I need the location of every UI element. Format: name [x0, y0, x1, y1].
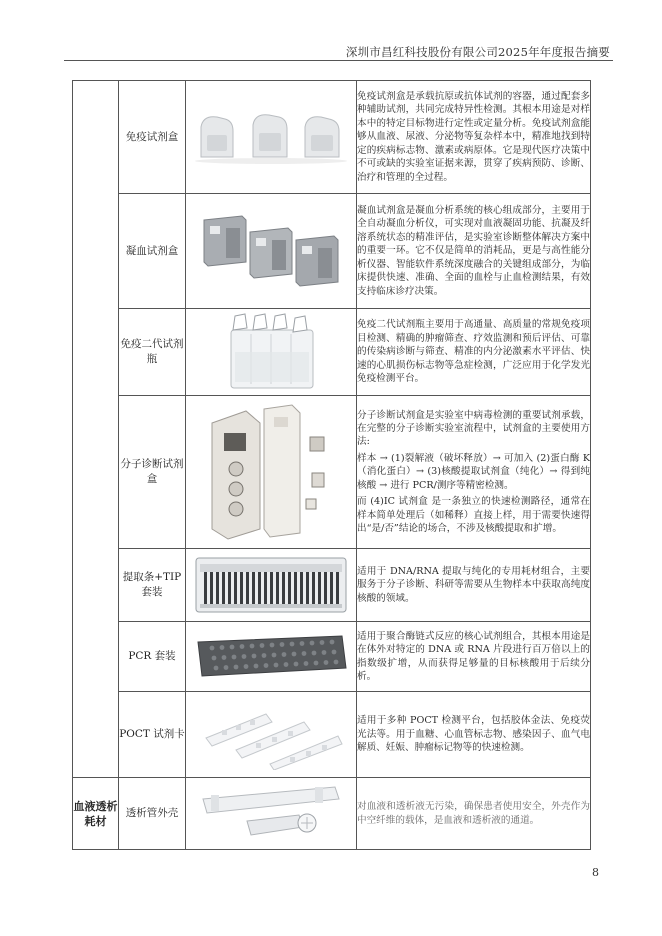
- product-description: [357, 194, 591, 309]
- product-image: [186, 194, 357, 309]
- description-paragraph: 凝血试剂盒是凝血分析系统的核心组成部分，主要用于全自动凝血分析仪，可实现对血液凝固功能、抗凝及纤溶系统状态的精准评估，是实验室诊断整体解决方案中的重要一环。它不仅是简单的消耗品，更是与高性能分析仪器、智能软件系统深度融合的关键组成部分，为临床提供快速、准确、全面的血栓与止血检测结果，有效支持临床诊疗决策。: [357, 205, 590, 297]
- description-paragraph: 免疫试剂盒是承载抗原或抗体试剂的容器，通过配套多种辅助试剂，共同完成特异性检测。其根本用途是对样本中的特定目标物进行定性或定量分析。免疫试剂盒能够从血液、尿液、分泌物等复杂样本中，精准地找到特定的疾病标志物、激素或病原体。它是现代医疗决策中不可或缺的实验室证据来源，贯穿了疾病预防、诊断、治疗和管理的全过程。: [357, 91, 590, 183]
- immunoassay-cartridge-icon: [191, 107, 351, 167]
- running-header: 深圳市昌红科技股份有限公司2025年年度报告摘要: [345, 45, 610, 59]
- product-image: [186, 549, 357, 622]
- table-row: [73, 778, 591, 850]
- description-paragraph: 而 (4)IC 试剂盒 是一条独立的快速检测路径，通常在样本简单处理后（如稀释）直接上样，用于需要快速得出“是/否”结论的场合，不涉及核酸提取和扩增。: [357, 496, 590, 534]
- category-cell-empty: [73, 81, 119, 778]
- table-row: [73, 396, 591, 549]
- product-description: [357, 309, 591, 396]
- product-image: [186, 396, 357, 549]
- table-row: [73, 692, 591, 778]
- product-image: [186, 81, 357, 194]
- table-row: [73, 81, 591, 194]
- page-number: 8: [592, 866, 599, 879]
- product-image: [186, 692, 357, 778]
- product-image: [186, 622, 357, 692]
- product-name: 分子诊断试剂盒: [119, 396, 186, 549]
- description-paragraph: 适用于多种 POCT 检测平台，包括胶体金法、免疫荧光法等。用于血糖、心血管标志物、感染因子、血气电解质、妊娠、肿瘤标记物等的快速检测。: [357, 715, 590, 754]
- product-image: [186, 778, 357, 850]
- product-table: [72, 80, 591, 850]
- product-name: 免疫二代试剂瓶: [119, 309, 186, 396]
- product-image: [186, 309, 357, 396]
- product-description: [357, 549, 591, 622]
- product-name: PCR 套装: [119, 622, 186, 692]
- table-row: [73, 622, 591, 692]
- description-paragraph: 样本 → (1)裂解液（破坏释放）→ 可加入 (2)蛋白酶 K（消化蛋白）→ (3)核酸提取试剂盒（纯化）→ 得到纯核酸 → 进行 PCR/测序等精密检测。: [357, 452, 590, 491]
- table-row: [73, 194, 591, 309]
- product-name: POCT 试剂卡: [119, 692, 186, 778]
- extraction-tip-kit-icon: [192, 554, 350, 616]
- dialyzer-housing-icon: [195, 783, 347, 845]
- molecular-cartridge-icon: [206, 403, 336, 541]
- product-name: 透析管外壳: [119, 778, 186, 850]
- table-row: [73, 309, 591, 396]
- header-rule: [64, 60, 613, 61]
- description-paragraph: 适用于 DNA/RNA 提取与纯化的专用耗材组合，主要服务于分子诊断、科研等需要从生物样本中获取高纯度核酸的领域。: [357, 565, 590, 604]
- description-paragraph: 适用于聚合酶链式反应的核心试剂组合，其根本用途是在体外对特定的 DNA 或 RNA 片段进行百万倍以上的指数级扩增，从而获得足够量的目标核酸用于后续分析。: [357, 630, 590, 682]
- description-paragraph: 分子诊断试剂盒是实验室中病毒检测的重要试剂承载，在完整的分子诊断实验室流程中，试剂盒的主要使用方法:: [357, 409, 590, 448]
- product-name: 提取条+TIP 套装: [119, 549, 186, 622]
- product-description: [357, 396, 591, 549]
- product-description: [357, 692, 591, 778]
- product-name: 凝血试剂盒: [119, 194, 186, 309]
- pcr-plate-icon: [192, 634, 350, 680]
- product-name: 免疫试剂盒: [119, 81, 186, 194]
- product-description: [357, 81, 591, 194]
- product-description: [357, 622, 591, 692]
- coagulation-cartridge-icon: [196, 210, 346, 292]
- description-paragraph: 对血液和透析液无污染，确保患者使用安全，外壳作为中空纤维的载体，是血液和透析液的通道。: [357, 801, 590, 826]
- poct-card-icon: [196, 700, 346, 770]
- product-description: [357, 778, 591, 850]
- description-paragraph: 免疫二代试剂瓶主要用于高通量、高质量的常规免疫项目检测、精确的肿瘤筛查、疗效监测和预后评估、可靠的传染病诊断与筛查、精准的内分泌激素水平评估、快速的心肌损伤标志物等急症检测，广泛应用于化学发光免疫检测平台。: [357, 319, 590, 385]
- reagent-bottle-icon: [221, 312, 321, 392]
- table-row: [73, 549, 591, 622]
- category-label: 血液透析耗材: [73, 778, 119, 850]
